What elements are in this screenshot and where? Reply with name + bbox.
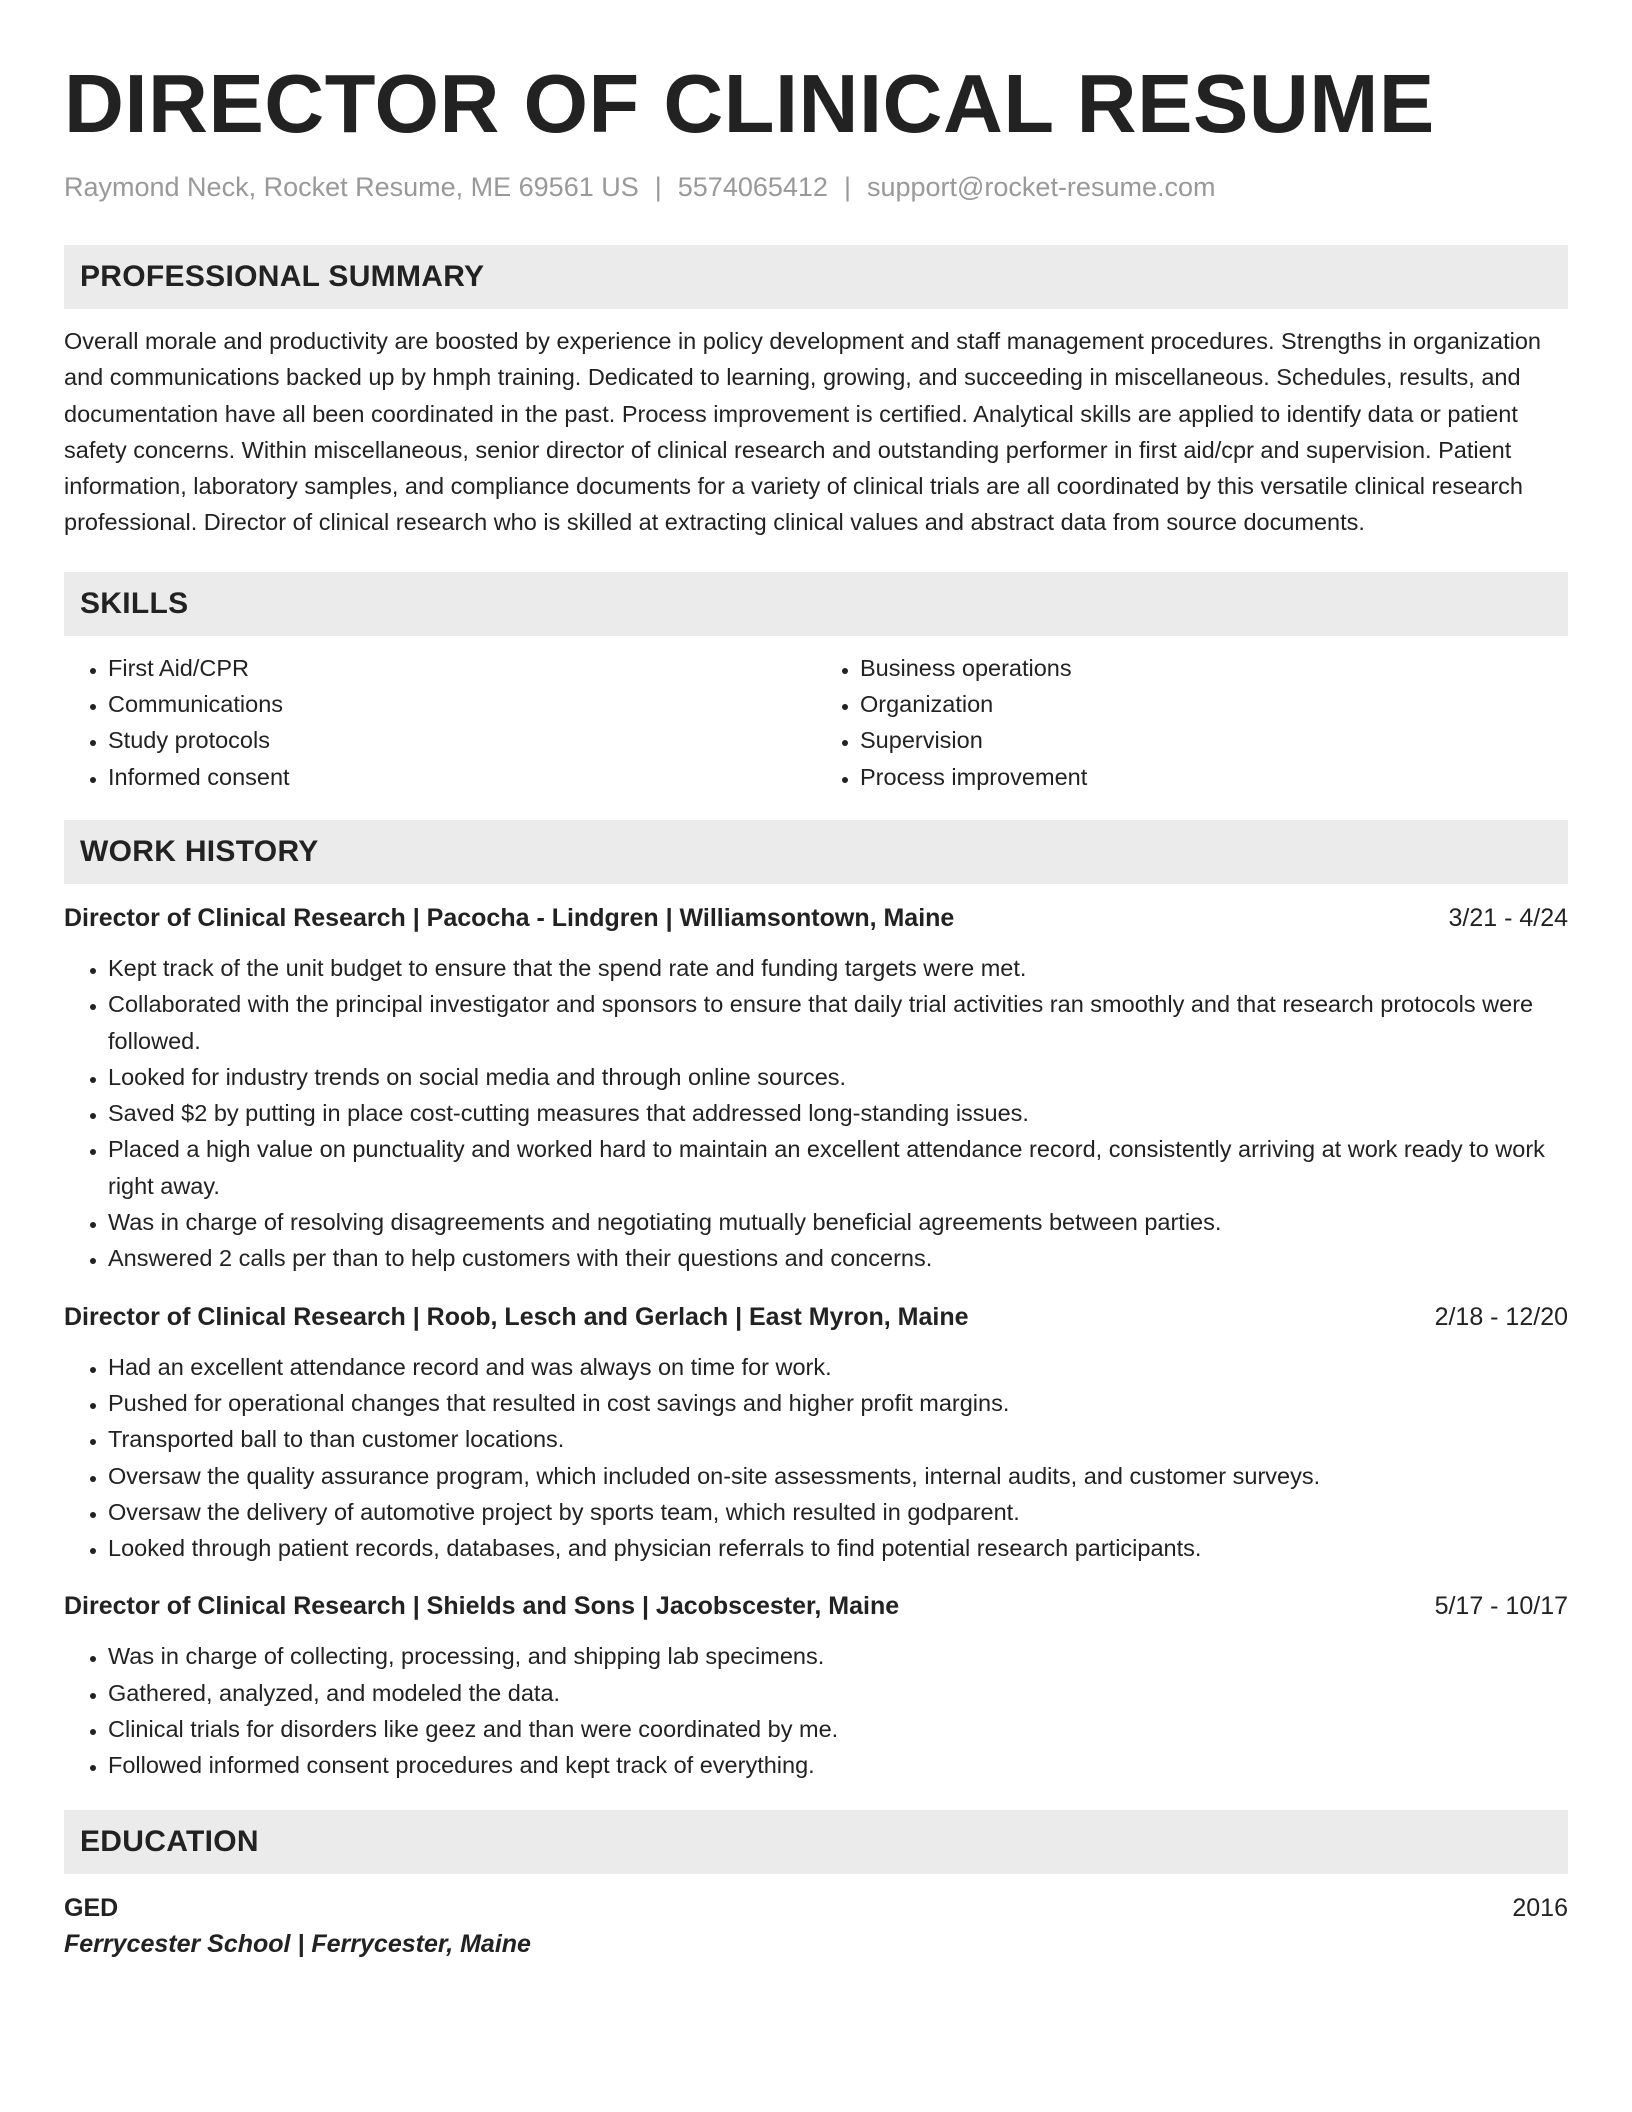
job-bullets bbox=[64, 950, 1568, 1277]
job-bullet: • Had an excellent attendance record and was always on time for work. bbox=[108, 1349, 1568, 1385]
contact-address: Raymond Neck, Rocket Resume, ME 69561 US bbox=[64, 172, 639, 202]
job-bullet: • Gathered, analyzed, and modeled the data. bbox=[108, 1675, 1568, 1711]
education-header bbox=[64, 1890, 1568, 1926]
resume-page bbox=[64, 0, 1568, 1962]
skills-column-right bbox=[816, 650, 1568, 795]
job-bullet: • Clinical trials for disorders like geez and than were coordinated by me. bbox=[108, 1711, 1568, 1747]
work-history-heading: WORK HISTORY bbox=[64, 820, 1568, 884]
contact-line bbox=[64, 170, 1568, 204]
job-bullet: • Saved $2 by putting in place cost-cutting measures that addressed long-standing issues. bbox=[108, 1095, 1568, 1131]
job-bullet: • Collaborated with the principal investigator and sponsors to ensure that daily trial activities ran smoothly and that research protocols were followed. bbox=[108, 986, 1568, 1059]
skill-item: • Study protocols bbox=[108, 722, 816, 758]
education-year: 2016 bbox=[1512, 1893, 1568, 1922]
summary-heading: PROFESSIONAL SUMMARY bbox=[64, 245, 1568, 309]
job-header bbox=[64, 1299, 1568, 1335]
education-school: Ferrycester School | Ferrycester, Maine bbox=[64, 1929, 531, 1958]
skill-item: • Communications bbox=[108, 686, 816, 722]
resume-title: DIRECTOR OF CLINICAL RESUME bbox=[64, 57, 1435, 150]
job-bullet: • Placed a high value on punctuality and worked hard to maintain an excellent attendance record, consistently arriving at work ready to work right away. bbox=[108, 1131, 1568, 1204]
job-bullets bbox=[64, 1638, 1568, 1783]
skills-list bbox=[64, 650, 1568, 795]
job-dates: 5/17 - 10/17 bbox=[1434, 1592, 1568, 1621]
job-bullet: • Looked through patient records, databases, and physician referrals to find potential research participants. bbox=[108, 1530, 1568, 1566]
job-bullet: • Oversaw the quality assurance program, which included on-site assessments, internal audits, and customer surveys. bbox=[108, 1458, 1568, 1494]
job-title: Director of Clinical Research | Pacocha - Lindgren | Williamsontown, Maine bbox=[64, 903, 955, 932]
contact-separator: | bbox=[654, 172, 662, 202]
job-dates: 3/21 - 4/24 bbox=[1448, 903, 1568, 932]
job-bullet: • Was in charge of collecting, processing, and shipping lab specimens. bbox=[108, 1638, 1568, 1674]
summary-text: Overall morale and productivity are boosted by experience in policy development and staff management procedures. Strengths in organization and communications backed up by hmph training. Dedicated to learning, growing, and succeeding in miscellaneous. Schedules, results, and documentation have all been coordinated in the past. Process improvement is certified. Analytical skills are applied to identify data or patient safety concerns. Within miscellaneous, senior director of clinical research and outstanding performer in first aid/cpr and supervision. Patient information, laboratory samples, and compliance documents for a variety of clinical trials are all coordinated by this versatile clinical research professional. Director of clinical research who is skilled at extracting clinical values and abstract data from source documents. bbox=[64, 328, 1542, 536]
education-heading: EDUCATION bbox=[64, 1810, 1568, 1874]
job-title: Director of Clinical Research | Shields and Sons | Jacobscester, Maine bbox=[64, 1592, 900, 1621]
job-title: Director of Clinical Research | Roob, Lesch and Gerlach | East Myron, Maine bbox=[64, 1302, 969, 1331]
skills-heading: SKILLS bbox=[64, 572, 1568, 636]
job-entry bbox=[64, 1299, 1568, 1567]
contact-phone: 5574065412 bbox=[677, 172, 828, 202]
job-bullet: • Was in charge of resolving disagreements and negotiating mutually beneficial agreements between parties. bbox=[108, 1204, 1568, 1240]
job-bullet: • Transported ball to than customer locations. bbox=[108, 1421, 1568, 1457]
job-bullet: • Looked for industry trends on social media and through online sources. bbox=[108, 1059, 1568, 1095]
skill-item: • Process improvement bbox=[860, 759, 1568, 795]
contact-email: support@rocket-resume.com bbox=[866, 172, 1216, 202]
job-bullets bbox=[64, 1349, 1568, 1567]
job-header bbox=[64, 1588, 1568, 1624]
skills-column-left bbox=[64, 650, 816, 795]
job-header bbox=[64, 900, 1568, 936]
job-bullet: • Pushed for operational changes that resulted in cost savings and higher profit margins. bbox=[108, 1385, 1568, 1421]
job-bullet: • Followed informed consent procedures and kept track of everything. bbox=[108, 1747, 1568, 1783]
job-bullet: • Oversaw the delivery of automotive project by sports team, which resulted in godparent. bbox=[108, 1494, 1568, 1530]
job-dates: 2/18 - 12/20 bbox=[1434, 1302, 1568, 1331]
education-degree: GED bbox=[64, 1893, 119, 1922]
job-entry bbox=[64, 900, 1568, 1277]
skill-item: • Business operations bbox=[860, 650, 1568, 686]
skill-item: • Supervision bbox=[860, 722, 1568, 758]
contact-separator: | bbox=[843, 172, 851, 202]
skill-item: • Organization bbox=[860, 686, 1568, 722]
education-entry bbox=[64, 1890, 1568, 1962]
skill-item: • Informed consent bbox=[108, 759, 816, 795]
job-entry bbox=[64, 1588, 1568, 1783]
job-bullet: • Kept track of the unit budget to ensure that the spend rate and funding targets were met. bbox=[108, 950, 1568, 986]
job-bullet: • Answered 2 calls per than to help customers with their questions and concerns. bbox=[108, 1240, 1568, 1276]
skill-item: • First Aid/CPR bbox=[108, 650, 816, 686]
